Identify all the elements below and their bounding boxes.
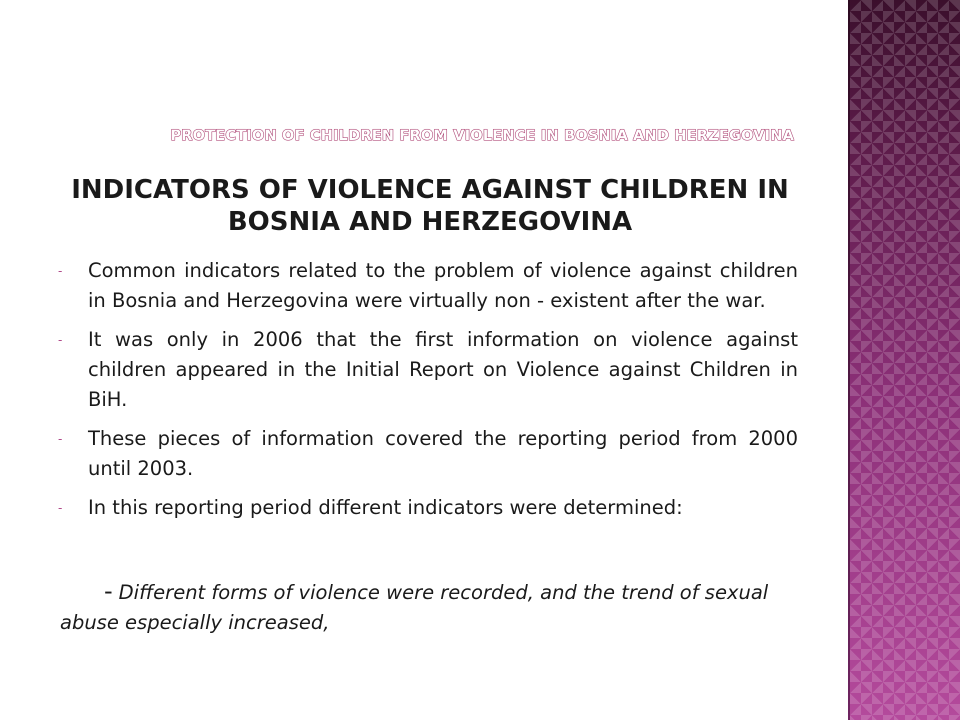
sub-point-text: Different forms of violence were recorded, and the trend of sexual abuse especially increased, — [60, 581, 769, 634]
section-heading: INDICATORS OF VIOLENCE AGAINST CHILDREN IN BOSNIA AND HERZEGOVINA — [71, 175, 789, 237]
bullet-list — [56, 256, 798, 532]
bullet-text: Common indicators related to the problem of violence against children in Bosnia and Herzegovina were virtually non - existent after the war. — [88, 259, 798, 312]
bullet-text: In this reporting period different indicators were determined: — [88, 496, 683, 519]
bullet-item — [56, 256, 798, 316]
decorative-side-band — [850, 0, 960, 720]
sub-point — [60, 576, 800, 638]
bullet-text: These pieces of information covered the reporting period from 2000 until 2003. — [88, 427, 798, 480]
bullet-item — [56, 424, 798, 484]
sub-point-dash: - — [104, 577, 113, 605]
bullet-dash-icon: - — [58, 264, 63, 278]
bullet-text: It was only in 2006 that the first information on violence against children appeared in the Initial Report on Violence against Children in BiH. — [88, 328, 798, 411]
bullet-dash-icon: - — [58, 501, 63, 515]
slide-title: PROTECTION OF CHILDREN FROM VIOLENCE IN BOSNIA AND HERZEGOVINA — [170, 128, 794, 144]
bullet-dash-icon: - — [58, 432, 63, 446]
bullet-item — [56, 325, 798, 415]
bullet-item — [56, 493, 798, 523]
bullet-dash-icon: - — [58, 333, 63, 347]
